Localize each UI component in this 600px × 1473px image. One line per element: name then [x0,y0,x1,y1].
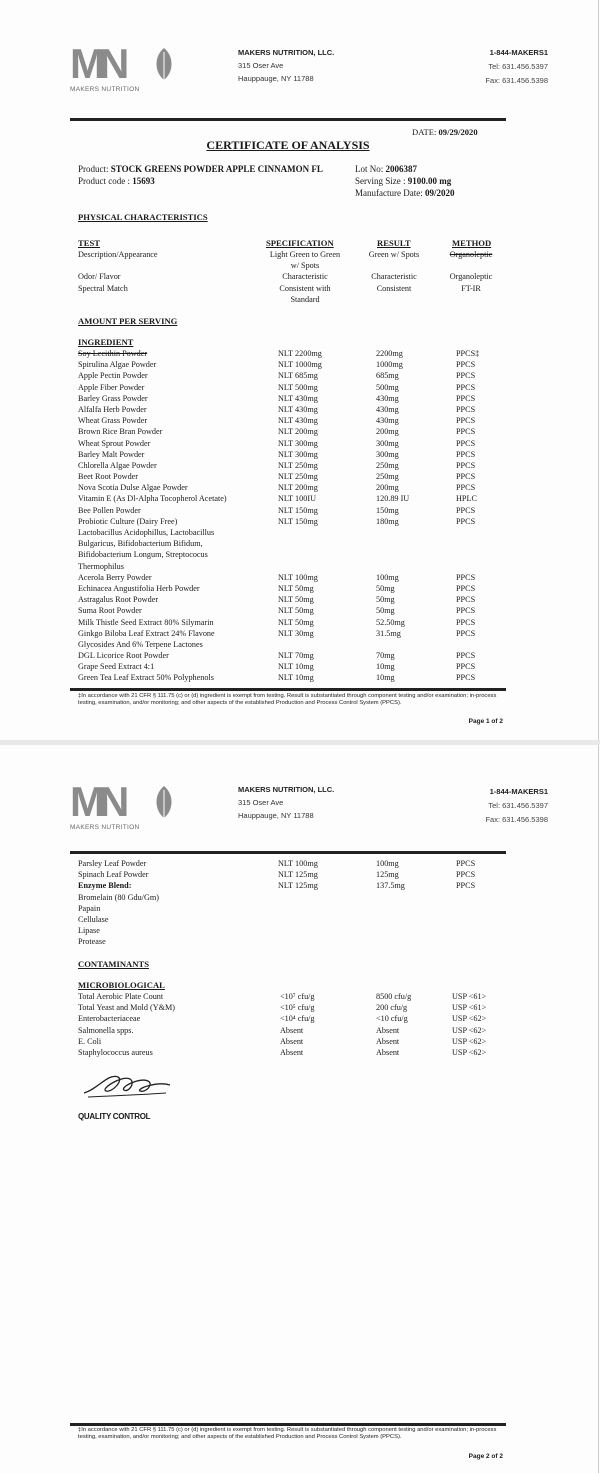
ingredient-result: 2200mg [376,349,403,358]
ingredient-method: PPCS [456,371,476,381]
product-name: STOCK GREENS POWDER APPLE CINNAMON FL [110,164,323,174]
ingredient-name: Apple Pectin Powder [78,371,148,381]
ingredient-name: Protease [78,937,106,947]
ingredient-result: 50mg [376,583,395,593]
ingredient-spec [278,549,322,560]
ingredient-method: PPCS [456,595,476,605]
ingredient-result: 250mg [376,460,399,470]
ingredient-name: Milk Thistle Seed Extract 80% Silymarin [78,617,214,627]
physical-method: Organoleptic [449,250,493,259]
ingredient-result: 10mg [376,662,395,672]
ingredient-spec: NLT 200mg [278,427,318,437]
ingredient-result: 300mg [376,438,399,448]
manufacture-date: 09/2020 [424,188,455,198]
ingredient-method: PPCS [456,460,476,470]
ingredient-result: 52.50mg [376,617,405,627]
page-title: CERTIFICATE OF ANALYSIS [206,138,370,152]
physical-test: Spectral Match [78,283,128,293]
serving-size: 9100.00 mg [407,176,452,186]
ingredient-method: PPCS [456,617,476,627]
ingredient-spec: NLT 250mg [278,460,318,470]
physical-test: Odor/ Flavor [78,272,121,282]
page-number: Page 2 of 2 [468,1453,503,1460]
ingredient-method: PPCS [456,651,476,661]
ingredient-method: HPLC [456,494,477,504]
ingredient-result: 125mg [376,870,399,880]
micro-result: Absent [376,1036,400,1046]
ingredient-spec: NLT 1000mg [278,360,322,370]
ingredient-name: Glycosides And 6% Terpene Lactones [78,639,203,649]
company-name: MAKERS NUTRITION, LLC. [238,785,335,794]
ingredient-spec [278,892,318,903]
ingredient-spec: NLT 300mg [278,449,318,459]
ingredient-spec [278,561,322,572]
micro-spec: <10⁴ cfu/g [280,1014,315,1024]
micro-method: USP <62> [452,1025,487,1035]
ingredient-method: PPCS [456,483,476,493]
company-logo [70,40,200,104]
ingredient-result: 50mg [376,595,395,605]
ingredient-method [456,527,479,538]
company-address-line-1: 315 Oser Ave [238,61,284,70]
contaminants-heading: CONTAMINANTS [78,959,149,969]
ingredient-method: PPCS [456,472,476,482]
company-address-line-2: Hauppauge, NY 11788 [238,811,314,820]
microbiological-heading: MICROBIOLOGICAL [78,980,165,990]
leaf-icon [152,784,176,820]
physical-spec-col [250,249,360,305]
micro-test-name: Total Aerobic Plate Count [78,992,164,1001]
ingredient-result: 200mg [376,427,399,437]
ingredient-result: 150mg [376,505,399,515]
ingredient-method [456,903,475,914]
ingredient-result: 100mg [376,572,399,582]
ingredient-spec: NLT 125mg [278,881,318,891]
ingredient-name: Barley Malt Powder [78,449,145,459]
ingredient-name: Bifidobacterium Longum, Streptococus [78,550,208,560]
ingredient-result [376,903,405,914]
ingredient-result [376,561,409,572]
ingredient-name: Vitamin E (As Dl-Alpha Tocopherol Acetate) [78,494,227,504]
ingredient-method: PPCS [456,583,476,593]
physical-heading: PHYSICAL CHARACTERISTICS [78,212,208,222]
ingredient-spec [278,527,322,538]
ingredient-spec: NLT 50mg [278,583,314,593]
col-method-header: METHOD [452,238,492,248]
ingredient-name: Chlorella Algae Powder [78,460,157,470]
ingredient-name: Astragalus Root Powder [78,595,159,605]
ingredient-spec: NLT 500mg [278,382,318,392]
physical-spec: Light Green to Green [269,250,341,259]
ingredient-result [376,892,405,903]
ingredient-result [376,538,409,549]
leaf-icon [152,46,176,82]
ingredient-spec: NLT 430mg [278,393,318,403]
ingredient-name: Echinacea Angustifolia Herb Powder [78,583,200,593]
ingredient-spec [278,925,318,936]
ingredient-name: DGL Licorice Root Powder [78,651,169,661]
ingredient-spec: NLT 150mg [278,505,318,515]
company-fax: Fax: 631.456.5398 [485,76,548,85]
physical-result-col [352,249,436,294]
ingredient-name: Green Tea Leaf Extract 50% Polyphenols [78,673,214,683]
ingredient-name: Wheat Grass Powder [78,416,148,426]
physical-result: Characteristic [371,272,417,282]
micro-result: Absent [376,1025,400,1035]
ingredient-spec [278,639,322,650]
ingredient-result: 250mg [376,472,399,482]
ingredient-spec-col [278,858,318,948]
ingredient-result: 31.5mg [376,628,401,638]
ingredient-result: 1000mg [376,360,403,370]
ingredient-method [456,639,479,650]
ingredient-name: Bulgaricus, Bifidobacterium Bifidum, [78,539,203,549]
ingredient-name: Lipase [78,926,100,936]
ingredient-name: Papain [78,903,101,913]
company-address-line-2: Hauppauge, NY 11788 [238,74,314,83]
ingredient-method [456,549,479,560]
ingredient-name: Grape Seed Extract 4:1 [78,662,155,672]
ingredient-method: PPCS [456,881,476,891]
ingredient-result [376,914,405,925]
ingredient-method-col [456,858,475,948]
company-address-block [238,783,334,822]
footer-rule [70,1423,506,1426]
ingredient-result: 137.5mg [376,881,405,891]
ingredient-name: Probiotic Culture (Dairy Free) [78,516,178,526]
ingredient-result: 300mg [376,449,399,459]
company-tel: Tel: 631.456.5397 [488,62,548,71]
ingredient-spec [278,903,318,914]
physical-test: Description/Appearance [78,250,158,259]
footnote: ‡In accordance with 21 CFR § 111.75 (c) or (d) ingredient is exempt from testing. Result is substantiated through component testing and/or examination; in-process testing, examination, and/or monitoring; and other aspects of the established Production and Process Control System (PPCS). [78,1427,497,1441]
ingredient-result [376,549,409,560]
physical-test-col [78,249,158,294]
ingredient-spec: NLT 200mg [278,483,318,493]
micro-test-name: Total Yeast and Mold (Y&M) [78,1003,175,1013]
physical-result: Green w/ Spots [368,250,420,259]
ingredient-name: Barley Grass Powder [78,393,148,403]
ingredient-method [456,925,475,936]
ingredient-spec [278,914,318,925]
micro-result: Absent [376,1047,400,1057]
ingredient-result: 100mg [376,859,399,868]
ingredient-result [376,639,409,650]
ingredient-spec: NLT 300mg [278,438,318,448]
ingredient-name: Ginkgo Biloba Leaf Extract 24% Flavone [78,628,215,638]
physical-spec: Standard [290,294,320,304]
ingredient-result [376,936,405,947]
ingredient-method: PPCS [456,449,476,459]
micro-method-col [452,991,486,1058]
ingredient-method: PPCS [456,427,476,437]
ingredient-name: Enzyme Blend: [78,881,132,891]
quality-control-label: QUALITY CONTROL [78,1112,151,1121]
amount-heading: AMOUNT PER SERVING [78,316,178,326]
ingredient-spec: NLT 30mg [278,628,314,638]
micro-spec: <10⁵ cfu/g [280,1003,315,1013]
physical-spec: Consistent with [279,283,331,293]
ingredient-result: 10mg [376,673,395,683]
ingredient-name: Suma Root Powder [78,606,142,616]
micro-method: USP <62> [452,1047,487,1057]
ingredient-result: 685mg [376,371,399,381]
date-label: DATE: [412,127,439,137]
ingredient-method: PPCS [456,628,476,638]
ingredient-spec: NLT 50mg [278,617,314,627]
micro-test-name: Staphylococcus aureus [78,1047,153,1057]
ingredient-name: Cellulase [78,914,109,924]
ingredient-method [456,561,479,572]
ingredient-spec: NLT 100mg [278,572,318,582]
lot-info: Lot No: 2006387 Serving Size : 9100.00 mg Manufacture Date: 09/2020 [355,164,455,198]
ingredient-method [456,538,479,549]
ingredient-name-col [78,858,159,948]
micro-result-col [376,991,411,1058]
page-number: Page 1 of 2 [468,718,503,725]
ingredient-result: 200mg [376,483,399,493]
micro-result: 200 cfu/g [376,1003,408,1013]
page-edge [598,0,599,740]
ingredient-method: PPCS [456,572,476,582]
signature-image [78,1063,178,1103]
micro-test-name: E. Coli [78,1036,102,1046]
ingredient-name: Lactobacillus Acidophillus, Lactobacillus [78,528,215,537]
ingredient-result [376,925,405,936]
company-name: MAKERS NUTRITION, LLC. [238,48,335,57]
ingredient-name: Spinach Leaf Powder [78,870,149,880]
physical-method-col [440,249,502,294]
ingredient-spec: NLT 100mg [278,859,318,868]
physical-method: Organoleptic [449,272,493,282]
ingredient-spec-col [278,348,322,684]
ingredient-name: Wheat Sprout Powder [78,438,151,448]
ingredient-name: Thermophilus [78,561,124,571]
ingredient-result: 70mg [376,651,395,661]
micro-test-name: Enterobacteriaceae [78,1014,141,1024]
ingredient-method: PPCS [456,404,476,414]
ingredient-name: Beet Root Powder [78,472,139,482]
ingredient-spec: NLT 685mg [278,371,318,381]
micro-spec-col [280,991,315,1058]
company-phone: 1-844-MAKERS1 [489,787,548,796]
ingredient-spec: NLT 10mg [278,673,314,683]
ingredient-method-col [456,348,479,684]
physical-method: FT-IR [461,283,481,293]
ingredient-name: Spirulina Algae Powder [78,360,157,370]
ingredient-name: Brown Rice Bran Powder [78,427,163,437]
ingredient-name: Apple Fiber Powder [78,382,145,392]
company-address-line-1: 315 Oser Ave [238,798,284,807]
col-spec-header: SPECIFICATION [266,238,334,248]
ingredient-name: Bee Pollen Powder [78,505,141,515]
header-rule [70,118,506,121]
company-phone: 1-844-MAKERS1 [489,48,548,57]
ingredient-method: PPCS [456,438,476,448]
ingredient-result: 180mg [376,516,399,526]
ingredient-result: 120.89 IU [376,494,410,504]
coa-date [412,127,478,138]
company-logo [70,778,200,842]
micro-test-name: Salmonella spps. [78,1025,134,1035]
ingredient-spec: NLT 150mg [278,516,318,526]
ingredient-method [456,892,475,903]
page-edge [598,745,599,1473]
micro-spec: <10⁷ cfu/g [280,992,315,1001]
ingredient-method: PPCS [456,382,476,392]
company-tel: Tel: 631.456.5397 [488,801,548,810]
col-test-header: TEST [78,238,100,248]
ingredient-method [456,936,475,947]
micro-result: <10 cfu/g [376,1014,408,1024]
ingredient-method: PPCS [456,516,476,526]
logo-letters: MN [70,778,124,825]
micro-spec: Absent [280,1036,304,1046]
ingredient-name: Bromelain (80 Gdu/Gm) [78,892,159,902]
logo-name: MAKERS NUTRITION [70,86,140,93]
product-info: Product: STOCK GREENS POWDER APPLE CINNAMON FL Product code : 15693 [78,164,323,186]
ingredient-spec: NLT 250mg [278,472,318,482]
ingredient-method: PPCS‡ [456,349,480,358]
ingredient-name: Acerola Berry Powder [78,572,152,582]
ingredient-result [376,527,409,538]
ingredient-name: Parsley Leaf Powder [78,859,147,868]
physical-spec: Characteristic [282,272,328,282]
ingredient-name: Soy Lecithin Powder [78,349,148,358]
col-result-header: RESULT [377,238,411,248]
micro-spec: Absent [280,1025,304,1035]
ingredient-spec: NLT 2200mg [278,349,322,358]
ingredient-spec: NLT 10mg [278,662,314,672]
ingredient-spec: NLT 70mg [278,651,314,661]
physical-result: Consistent [376,283,412,293]
ingredient-method: PPCS [456,360,476,370]
ingredient-method: PPCS [456,859,476,868]
company-contact-block [485,785,548,827]
ingredient-result: 430mg [376,404,399,414]
ingredient-method: PPCS [456,606,476,616]
header-rule [70,851,506,854]
micro-result: 8500 cfu/g [376,992,412,1001]
logo-letters: MN [70,40,124,87]
ingredient-method: PPCS [456,870,476,880]
ingredient-spec [278,936,318,947]
physical-spec: w/ Spots [290,261,320,271]
ingredient-spec: NLT 50mg [278,595,314,605]
micro-method: USP <62> [452,1014,487,1024]
ingredient-method: PPCS [456,505,476,515]
ingredient-method [456,914,475,925]
date-value: 09/29/2020 [438,127,478,137]
ingredient-result: 430mg [376,416,399,426]
ingredient-spec: NLT 430mg [278,404,318,414]
coa-page-2 [0,745,600,1473]
product-code: 15693 [132,176,155,186]
ingredient-spec: NLT 430mg [278,416,318,426]
micro-method: USP <62> [452,1036,487,1046]
micro-spec: Absent [280,1047,304,1057]
ingredient-result: 430mg [376,393,399,403]
micro-method: USP <61> [452,1003,487,1013]
ingredient-method: PPCS [456,393,476,403]
ingredient-spec [278,538,322,549]
ingredient-result-col [376,348,409,684]
ingredient-heading: INGREDIENT [78,337,134,347]
footnote: ‡In accordance with 21 CFR § 111.75 (c) or (d) ingredient is exempt from testing. Result is substantiated through component testing and/or examination; in-process testing, examination, and/or monitoring; and other aspects of the established Production and Process Control System (PPCS). [78,693,497,707]
ingredient-spec: NLT 100IU [278,494,316,504]
micro-name-col [78,991,175,1058]
ingredient-result: 50mg [376,606,395,616]
footer-rule [70,688,506,691]
ingredient-spec: NLT 125mg [278,870,318,880]
company-address-block [238,46,334,85]
company-contact-block [485,46,548,88]
ingredient-name: Alfalfa Herb Powder [78,404,147,414]
logo-name: MAKERS NUTRITION [70,824,140,831]
ingredient-name: Nova Scotia Dulse Algae Powder [78,483,188,493]
lot-number: 2006387 [385,164,417,174]
ingredient-result-col [376,858,405,948]
ingredient-method: PPCS [456,662,476,672]
ingredient-method: PPCS [456,673,476,683]
ingredient-name-col [78,348,227,684]
micro-method: USP <61> [452,992,487,1001]
ingredient-result: 500mg [376,382,399,392]
company-fax: Fax: 631.456.5398 [485,815,548,824]
ingredient-spec: NLT 50mg [278,606,314,616]
ingredient-method: PPCS [456,416,476,426]
